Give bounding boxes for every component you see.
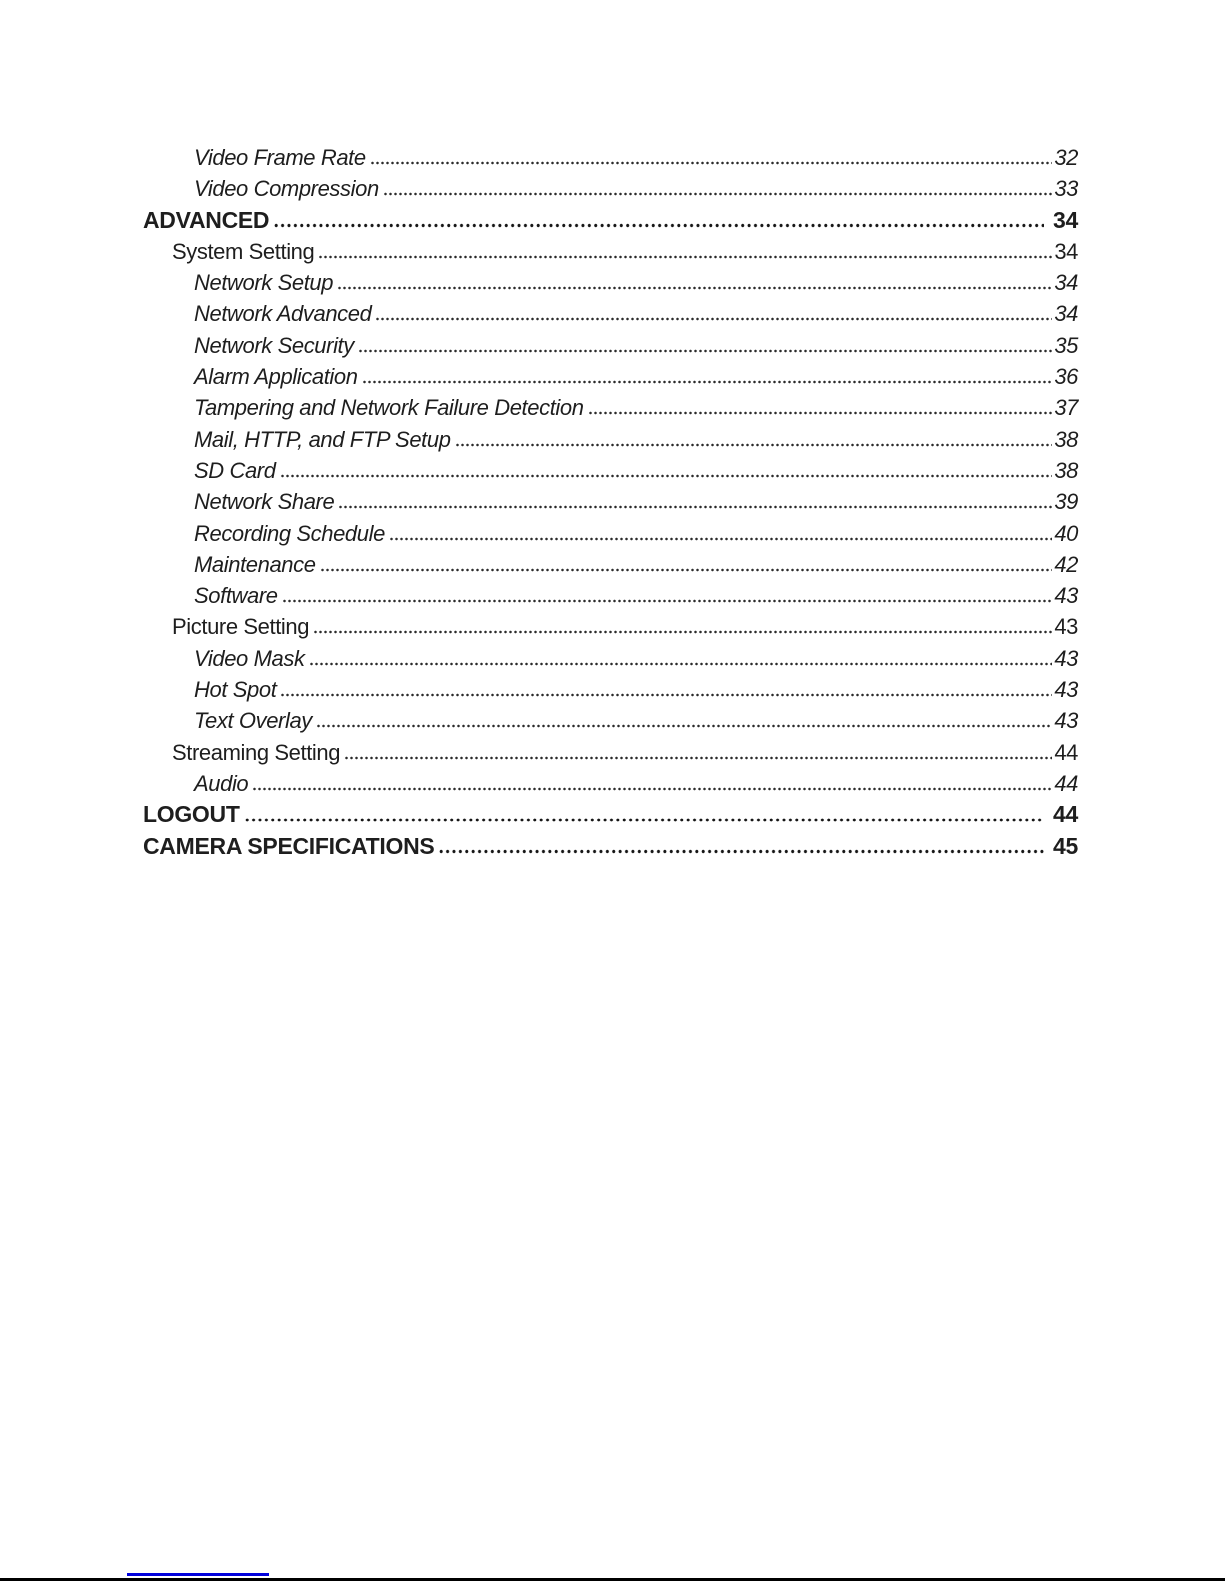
toc-entry-label: Network Security [194,332,354,358]
dot-leader [316,724,1052,728]
dot-leader [383,192,1053,196]
toc-entry-label: Recording Schedule [194,520,385,546]
toc-entry-label: Hot Spot [194,677,277,703]
dot-leader [282,599,1053,603]
toc-entry-page: 37 [1054,395,1078,421]
toc-entry-label: Network Setup [194,270,334,296]
toc-entry-page: 42 [1054,551,1078,577]
dot-leader [438,849,1044,854]
toc-entry-page: 39 [1054,489,1078,515]
toc-entry-label: Software [194,583,278,609]
toc-entry [143,298,1078,329]
toc-entry-label: ADVANCED [143,206,270,233]
toc-entry-page: 34 [1054,270,1078,296]
toc-entry [143,518,1078,549]
dot-leader [344,756,1052,760]
dot-leader [309,662,1053,666]
toc-entry [143,486,1078,517]
dot-leader [338,505,1052,509]
toc-entry-label: SD Card [194,457,276,483]
toc-entry-label: Mail, HTTP, and FTP Setup [194,426,451,452]
dot-leader [588,411,1053,415]
toc-entry-page: 36 [1054,364,1078,390]
toc-entry [143,705,1078,736]
dot-leader [370,161,1053,165]
toc-entry [143,549,1078,580]
toc-entry-label: Audio [194,770,249,796]
dot-leader [273,223,1044,228]
toc-entry-page: 34 [1054,301,1078,327]
toc-entry-label: LOGOUT [143,801,240,828]
toc-entry [143,580,1078,611]
toc-entry-page: 35 [1054,332,1078,358]
toc-entry [143,737,1078,768]
toc-entry-label: Streaming Setting [172,739,341,765]
toc-entry-page: 38 [1054,426,1078,452]
toc-entry [143,768,1078,799]
toc-entry [143,831,1078,862]
toc-entry-page: 40 [1054,520,1078,546]
footer-hyperlink-underline[interactable] [127,1573,269,1576]
toc-entry-page: 44 [1053,801,1078,828]
toc-entry-page: 33 [1054,176,1078,202]
toc-entry-label: Maintenance [194,551,316,577]
toc-entry-label: Video Frame Rate [194,145,366,170]
toc-entry-label: Network Advanced [194,301,372,327]
table-of-contents [143,142,1078,862]
toc-entry-page: 34 [1053,206,1078,233]
toc-entry-label: Network Share [194,489,335,515]
dot-leader [280,693,1052,697]
toc-entry [143,142,1078,173]
toc-entry-page: 43 [1054,677,1078,703]
toc-entry-label: Video Compression [194,176,379,202]
toc-entry-page: 45 [1053,832,1078,859]
toc-entry [143,424,1078,455]
toc-entry [143,267,1078,298]
toc-entry [143,205,1078,236]
dot-leader [320,568,1053,572]
toc-entry-page: 44 [1054,770,1078,796]
dot-leader [244,818,1044,823]
dot-leader [389,537,1052,541]
dot-leader [252,787,1052,791]
toc-entry-page: 32 [1054,145,1078,170]
toc-entry-label: Video Mask [194,645,305,671]
toc-entry [143,236,1078,267]
toc-entry-page: 38 [1054,457,1078,483]
toc-entry-page: 43 [1054,583,1078,609]
dot-leader [375,317,1052,321]
toc-entry [143,455,1078,486]
toc-entry [143,643,1078,674]
dot-leader [313,630,1052,634]
toc-entry-label: CAMERA SPECIFICATIONS [143,832,435,859]
toc-entry-label: Alarm Application [194,364,358,390]
toc-entry [143,674,1078,705]
toc-entry-page: 44 [1054,739,1078,765]
toc-entry-page: 43 [1054,645,1078,671]
dot-leader [358,349,1052,353]
page-bottom-rule [0,1578,1225,1581]
toc-entry [143,611,1078,642]
toc-entry-label: Text Overlay [194,708,312,734]
toc-entry [143,330,1078,361]
toc-entry [143,361,1078,392]
dot-leader [337,286,1052,290]
toc-entry-label: Picture Setting [172,614,310,640]
dot-leader [455,443,1053,447]
toc-entry-page: 43 [1054,614,1078,640]
toc-entry-label: Tampering and Network Failure Detection [194,395,584,421]
toc-entry [143,173,1078,204]
toc-entry-label: System Setting [172,238,315,264]
toc-entry [143,392,1078,423]
dot-leader [362,380,1053,384]
dot-leader [318,255,1052,259]
toc-entry-page: 43 [1054,708,1078,734]
dot-leader [280,474,1053,478]
toc-entry-page: 34 [1054,238,1078,264]
toc-entry [143,799,1078,830]
